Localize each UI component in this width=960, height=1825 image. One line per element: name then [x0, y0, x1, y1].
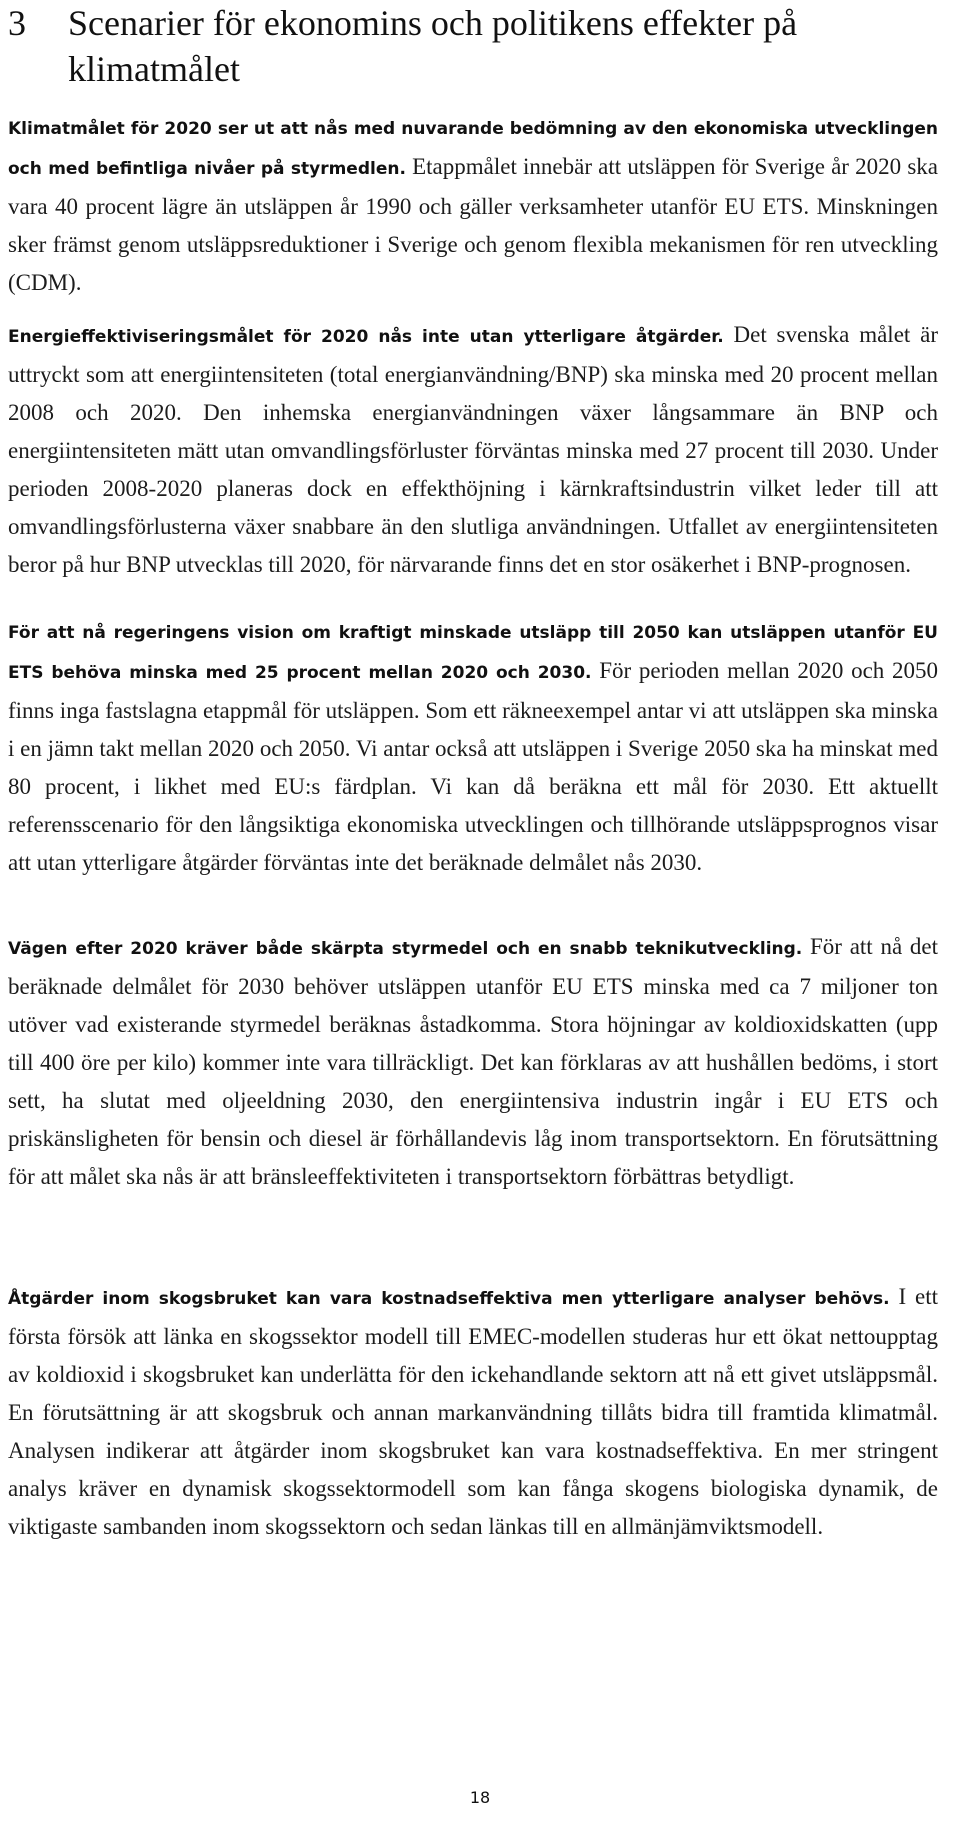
paragraph-climate-target-2020: [8, 108, 938, 302]
paragraph-body: I ett första försök att länka en skogssektor modell till EMEC-modellen studeras hur ett ökat nettoupptag av koldioxid i skogsbruket kan underlätta för den ickehandlande sektorn att nå ett givet utsläppsmål. En förutsättning är att skogsbruk och annan markanvändning tillåts bidra till framtida klimatmål. Analysen indikerar att åtgärder inom skogsbruket kan vara kostnadseffektiva. En mer stringent analys kräver en dynamisk skogssektormodell som kan fånga skogens biologiska dynamik, de viktigaste sambanden inom skogssektorn och sedan länkas till en allmänjämviktsmodell.: [8, 1284, 938, 1539]
paragraph-lead: Åtgärder inom skogsbruket kan vara kostnadseffektiva men ytterligare analyser behövs.: [8, 1289, 890, 1309]
paragraph-vision-2050: [8, 612, 938, 882]
paragraph-lead: Klimatmålet för 2020 ser ut att nås med nuvarande bedömning av den ekonomiska utvecklingen och med befintliga nivåer på styrmedlen.: [8, 119, 938, 179]
chapter-heading: [8, 0, 938, 92]
chapter-title: Scenarier för ekonomins och politikens effekter på klimatmålet: [68, 3, 798, 89]
paragraph-body: För att nå det beräknade delmålet för 2030 behöver utsläppen utanför EU ETS minska med ca 7 miljoner ton utöver vad existerande styrmedel beräknas åstadkomma. Stora höjningar av koldioxidskatten (upp till 400 öre per kilo) kommer inte vara tillräckligt. Det kan förklaras av att hushållen bedöms, i stort sett, ha slutat med oljeeldning 2030, den energiintensiva industrin ingår i EU ETS och priskänsligheten för bensin och diesel är förhållandevis låg inom transportsektorn. En förutsättning för att målet ska nås är att bränsleeffektiviteten i transportsektorn förbättras betydligt.: [8, 934, 938, 1189]
paragraph-forestry-measures: [8, 1278, 938, 1546]
paragraph-lead: För att nå regeringens vision om kraftigt minskade utsläpp till 2050 kan utsläppen utanför EU ETS behöva minska med 25 procent mellan 2020 och 2030.: [8, 623, 938, 683]
paragraph-lead: Energieffektiviseringsmålet för 2020 nås inte utan ytterligare åtgärder.: [8, 327, 724, 347]
chapter-number: 3: [8, 3, 26, 43]
paragraph-energy-efficiency: [8, 316, 938, 584]
page-number: 18: [469, 1788, 491, 1807]
paragraph-lead: Vägen efter 2020 kräver både skärpta styrmedel och en snabb teknikutveckling.: [8, 939, 803, 959]
paragraph-path-after-2020: [8, 928, 938, 1196]
paragraph-body: För perioden mellan 2020 och 2050 finns inga fastslagna etappmål för utsläppen. Som ett räkneexempel antar vi att utsläppen ska minska i en jämn takt mellan 2020 och 2050. Vi antar också att utsläppen i Sverige 2050 ska ha minskat med 80 procent, i likhet med EU:s färdplan. Vi kan då beräkna ett mål för 2030. Ett aktuellt referensscenario för den långsiktiga ekonomiska utvecklingen och tillhörande utsläppsprognos visar att utan ytterligare åtgärder förväntas inte det beräknade delmålet nås 2030.: [8, 658, 938, 875]
paragraph-body: Etappmålet innebär att utsläppen för Sverige år 2020 ska vara 40 procent lägre än utsläppen år 1990 och gäller verksamheter utanför EU ETS. Minskningen sker främst genom utsläppsreduktioner i Sverige och genom flexibla mekanismen för ren utveckling (CDM).: [8, 154, 938, 295]
paragraph-body: Det svenska målet är uttryckt som att energiintensiteten (total energianvändning/BNP) ska minska med 20 procent mellan 2008 och 2020. Den inhemska energianvändningen växer långsammare än BNP och energiintensiteten mätt utan omvandlingsförluster förväntas minska med 27 procent till 2030. Under perioden 2008-2020 planeras dock en effekthöjning i kärnkraftsindustrin vilket leder till att omvandlingsförlusterna växer snabbare än den slutliga användningen. Utfallet av energiintensiteten beror på hur BNP utvecklas till 2020, för närvarande finns det en stor osäkerhet i BNP-prognosen.: [8, 322, 938, 577]
